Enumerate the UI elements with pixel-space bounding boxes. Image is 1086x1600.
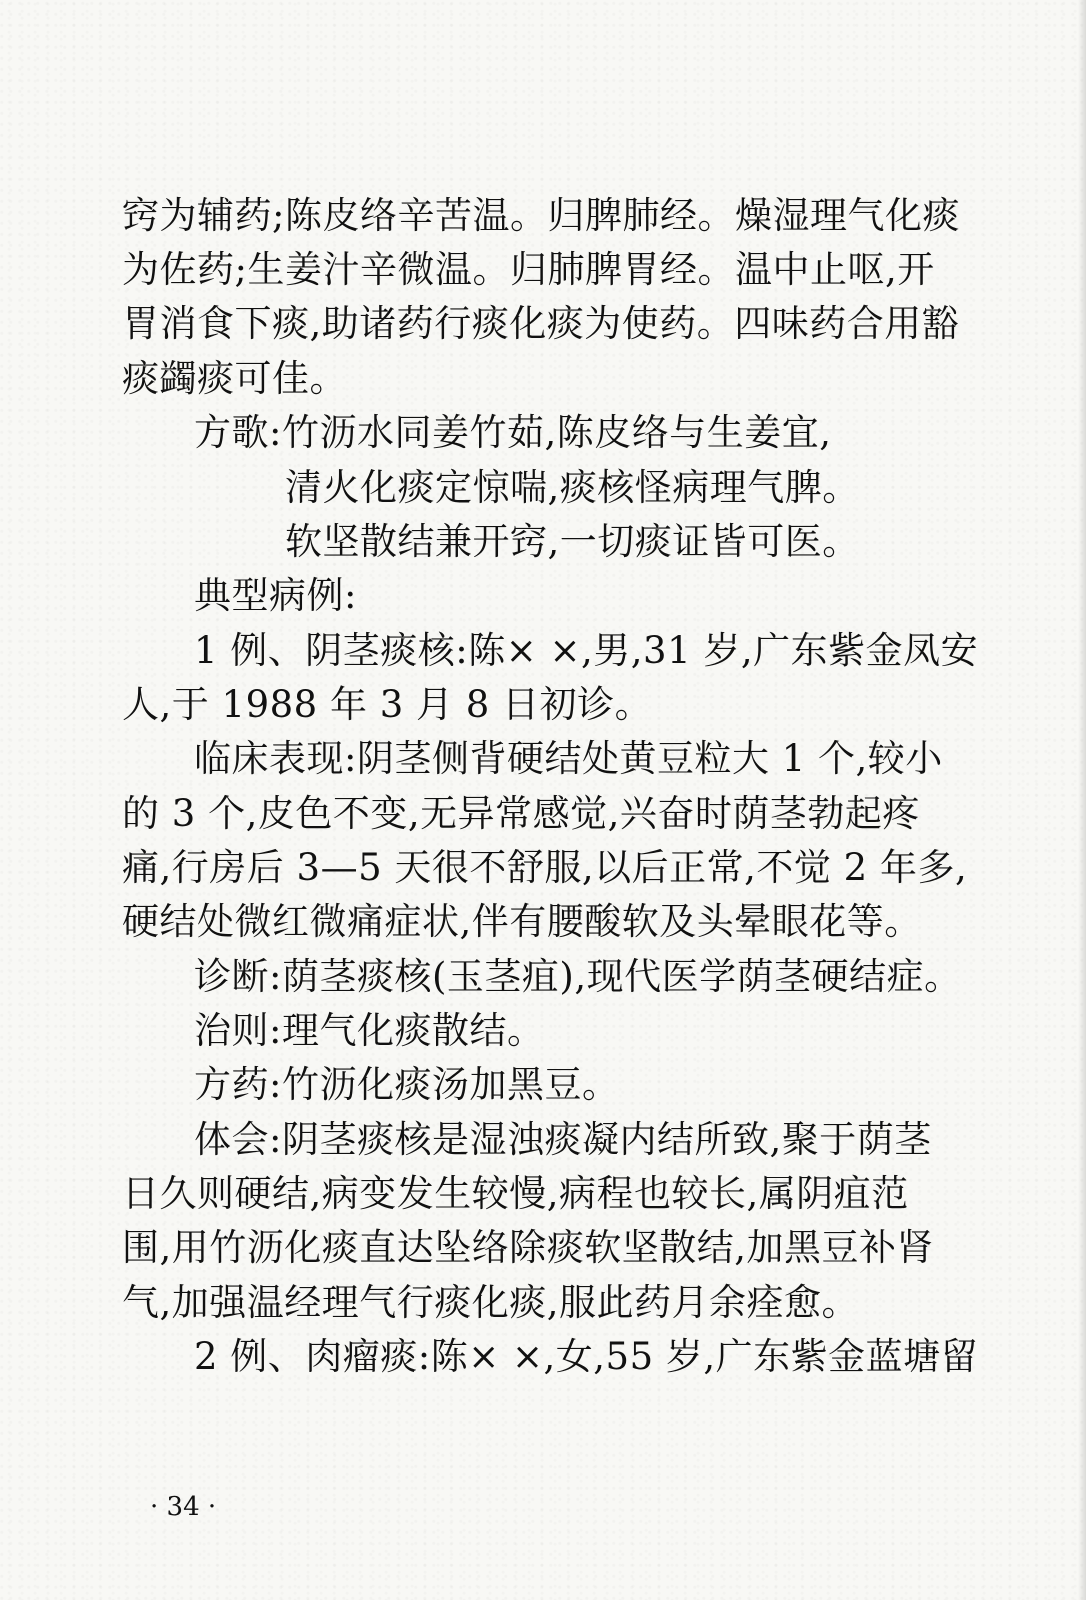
clinical-presentation-4: 硬结处微红微痛症状,伴有腰酸软及头晕眼花等。 [122,900,922,943]
case-2-intro: 2 例、肉瘤痰:陈× ×,女,55 岁,广东紫金蓝塘留 [194,1335,979,1378]
text-line-4: 痰蠲痰可佳。 [122,357,347,400]
verse-line-2: 清火化痰定惊喘,痰核怪病理气脾。 [285,466,860,509]
page-number: · 34 · [150,1492,217,1522]
text-line-2: 为佐药;生姜汁辛微温。归肺脾胃经。温中止呕,开 [122,248,935,291]
section-heading-cases: 典型病例: [194,574,357,617]
page-edge-shadow [1078,0,1086,1600]
experience-4: 气,加强温经理气行痰化痰,服此药月余痊愈。 [122,1281,860,1324]
clinical-presentation-1: 临床表现:阴茎侧背硬结处黄豆粒大 1 个,较小 [194,737,943,780]
text-line-3: 胃消食下痰,助诸药行痰化痰为使药。四味药合用豁 [122,302,960,345]
clinical-presentation-2: 的 3 个,皮色不变,无异常感觉,兴奋时荫茎勃起疼 [122,792,920,835]
clinical-presentation-3: 痛,行房后 3—5 天很不舒服,以后正常,不觉 2 年多, [122,846,968,889]
case-1-intro-cont: 人,于 1988 年 3 月 8 日初诊。 [122,683,653,726]
text-line-1: 窍为辅药;陈皮络辛苦温。归脾肺经。燥湿理气化痰 [122,194,960,237]
verse-line-1: 方歌:竹沥水同姜竹茹,陈皮络与生姜宜, [194,411,832,454]
experience-1: 体会:阴茎痰核是湿浊痰凝内结所致,聚于荫茎 [194,1118,932,1161]
experience-2: 日久则硬结,病变发生较慢,病程也较长,属阴疽范 [122,1172,909,1215]
verse-line-3: 软坚散结兼开窍,一切痰证皆可医。 [285,520,860,563]
diagnosis: 诊断:荫茎痰核(玉茎疽),现代医学荫茎硬结症。 [194,955,962,998]
experience-3: 围,用竹沥化痰直达坠络除痰软坚散结,加黑豆补肾 [122,1226,935,1269]
case-1-intro: 1 例、阴茎痰核:陈× ×,男,31 岁,广东紫金凤安 [194,629,979,672]
prescription: 方药:竹沥化痰汤加黑豆。 [194,1063,620,1106]
treatment-principle: 治则:理气化痰散结。 [194,1009,545,1052]
